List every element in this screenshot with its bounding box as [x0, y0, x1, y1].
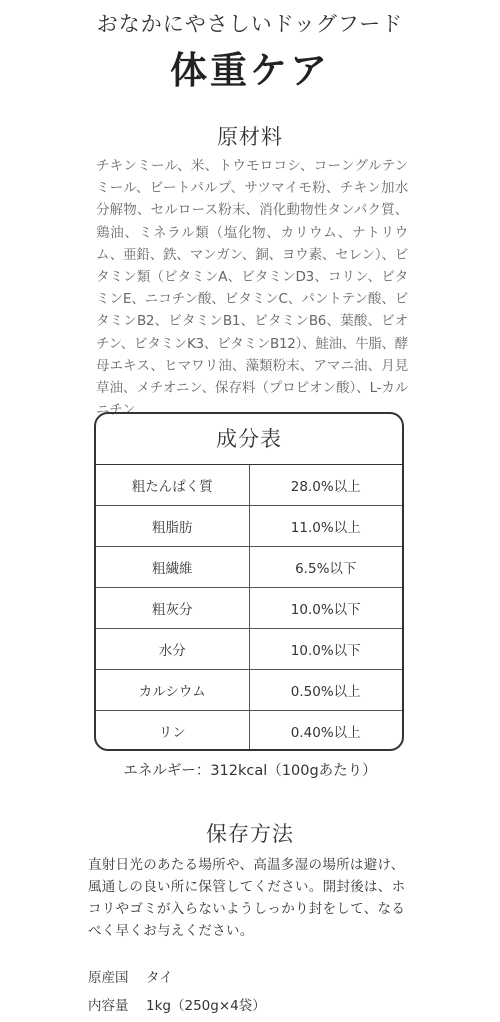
nutrient-name: 粗灰分 — [96, 588, 250, 628]
nutrient-name: カルシウム — [96, 670, 250, 710]
nutrient-value: 11.0%以上 — [290, 520, 361, 536]
nutrient-name: 粗たんぱく質 — [96, 465, 250, 505]
nutrient-name: リン — [96, 711, 250, 751]
product-subtitle: おなかにやさしいドッグフード — [96, 12, 404, 36]
table-row — [96, 669, 402, 710]
table-row — [96, 505, 402, 546]
nutrient-value: 0.40%以上 — [290, 725, 361, 741]
table-row — [96, 628, 402, 669]
nutrient-value: 10.0%以下 — [290, 602, 361, 618]
energy-text: エネルギー：312kcal（100gあたり） — [123, 763, 377, 779]
nutrient-name: 粗脂肪 — [96, 506, 250, 546]
storage-text: 直射日光のあたる場所や、高温多湿の場所は避け、風通しの良い所に保管してください。開封後は、ホコリやゴミが入らないようしっかり封をして、なるべく早くお与えください。 — [88, 857, 406, 939]
product-title: 体重ケア — [170, 49, 330, 92]
nutrition-heading: 成分表 — [96, 414, 402, 465]
nutrient-value: 10.0%以下 — [290, 643, 361, 659]
content-line — [88, 994, 266, 1014]
table-row — [96, 587, 402, 628]
nutrient-name: 水分 — [96, 629, 250, 669]
nutrition-table — [94, 412, 404, 751]
table-row — [96, 546, 402, 587]
nutrient-value: 6.5%以下 — [295, 561, 357, 577]
storage-heading: 保存方法 — [206, 822, 294, 846]
nutrition-rows — [96, 465, 402, 751]
nutrient-name: 粗繊維 — [96, 547, 250, 587]
table-row — [96, 710, 402, 751]
nutrient-value: 0.50%以上 — [290, 684, 361, 700]
origin-label: 原産国 — [88, 970, 129, 986]
nutrient-value: 28.0%以上 — [290, 479, 361, 495]
content-label: 内容量 — [88, 998, 129, 1014]
content-value: 1kg（250g×4袋） — [146, 998, 266, 1014]
origin-line — [88, 966, 173, 986]
origin-value: タイ — [146, 970, 173, 986]
ingredients-heading: 原材料 — [217, 125, 283, 149]
table-row — [96, 465, 402, 505]
ingredients-text: チキンミール、米、トウモロコシ、コーングルテンミール、ビートパルプ、サツマイモ粉、チキン加水分解物、セルロース粉末、消化動物性タンパク質、鶏油、ミネラル類（塩化物、カリウム、ナトリウム、亜鉛、鉄、マンガン、銅、ヨウ素、セレン）、ビタミン類（ビタミンA、ビタミンD3、コリン、ビタミンE、ニコチン酸、ビタミンC、パントテン酸、ビタミンB2、ビタミンB1、ビタミンB6、葉酸、ビオチン、ビタミンK3、ビタミンB12）、鮭油、牛脂、酵母エキス、ヒマワリ油、藻類粉末、アマニ油、月見草油、メチオニン、保存料（プロピオン酸）、L-カルニチン — [96, 158, 408, 419]
